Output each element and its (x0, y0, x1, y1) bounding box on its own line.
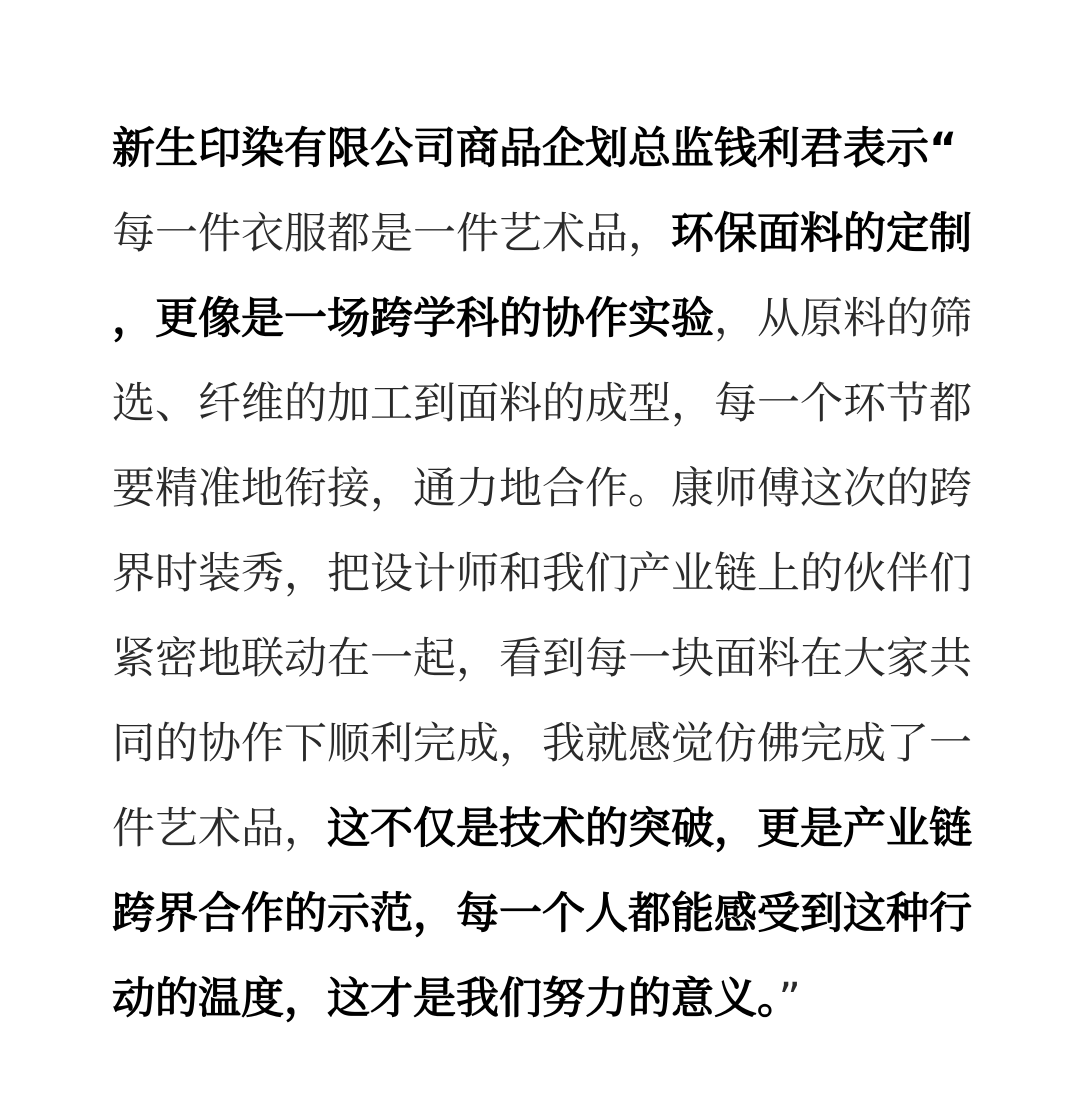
text-line (112, 617, 972, 702)
text-segment: 件艺术品， (112, 804, 327, 854)
text-segment: 要精准地衔接，通力地合作。康师傅这次的跨 (112, 464, 972, 514)
text-line (112, 702, 972, 787)
text-line (112, 447, 972, 532)
text-line (112, 532, 972, 617)
text-line (112, 277, 972, 362)
text-segment: 界时装秀，把设计师和我们产业链上的伙伴们 (112, 549, 972, 599)
text-line (112, 787, 972, 872)
article-paragraph (112, 107, 972, 1042)
text-segment-bold: 环保面料的定制 (671, 209, 972, 259)
text-line (112, 957, 972, 1042)
text-segment-bold: 新生印染有限公司商品企划总监钱利君表示“ (112, 124, 958, 174)
text-segment-bold: 跨界合作的示范，每一个人都能感受到这种行 (112, 889, 972, 939)
text-segment-bold: 动的温度，这才是我们努力的意义。 (112, 974, 779, 1024)
text-segment: 同的协作下顺利完成，我就感觉仿佛完成了一 (112, 719, 972, 769)
text-segment: ” (778, 974, 801, 1024)
text-line (112, 107, 972, 192)
text-segment: 每一件衣服都是一件艺术品， (112, 209, 671, 259)
text-segment: 紧密地联动在一起，看到每一块面料在大家共 (112, 634, 972, 684)
text-segment: 选、纤维的加工到面料的成型，每一个环节都 (112, 379, 972, 429)
text-line (112, 872, 972, 957)
text-segment-bold: ，更像是一场跨学科的协作实验 (112, 294, 714, 344)
text-line (112, 192, 972, 277)
text-segment-bold: 这不仅是技术的突破，更是产业链 (327, 804, 972, 854)
text-segment: ，从原料的筛 (714, 294, 972, 344)
text-line (112, 362, 972, 447)
